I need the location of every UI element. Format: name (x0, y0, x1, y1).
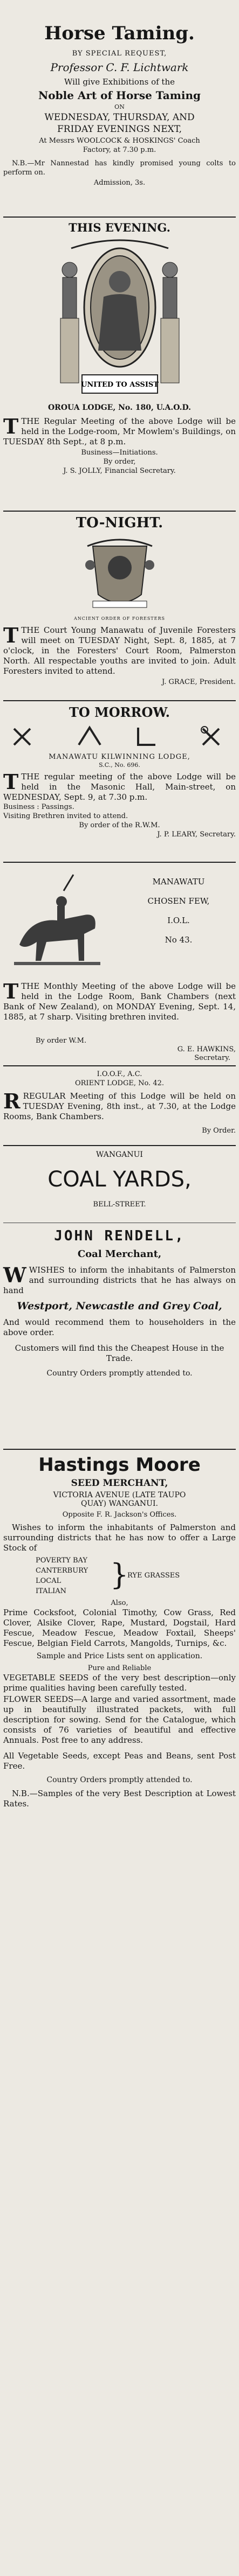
ad-line: Country Orders promptly attended to. (46, 1369, 193, 1378)
ad-line: S.C., No. 696. (99, 762, 140, 769)
masonic-symbols-icon (3, 723, 236, 750)
ad-line: ON (114, 103, 125, 110)
ad-line: Business : Passings. (3, 803, 74, 811)
ad-line: Pure and Reliable (87, 1664, 152, 1672)
ad-body: FLOWER SEEDS—A large and varied assortment, made up in beautifully illustrated packets, with full description for sowing. Send for the Catalogue, which consists of 76 varieties of beautiful and effective Annuals. Post free to any address. (3, 1694, 236, 1745)
ad-subtitle: BY SPECIAL REQUEST, (72, 50, 167, 58)
ad-line: By Order. (202, 1127, 236, 1135)
ad-line: WEDNESDAY, THURSDAY, AND (44, 112, 195, 123)
list-item: LOCAL (36, 1577, 62, 1585)
ad-line: Secretary. (194, 1054, 230, 1062)
signature: J. GRACE, President. (162, 678, 236, 686)
ad-body: TTHE Regular Meeting of the above Lodge will be held in the Lodge-room, Mr Mowlem's Buildings, on TUESDAY 8th Sept., at 8 p.m. (3, 414, 236, 446)
ad-title: Horse Taming. (44, 23, 195, 44)
ad-heading: THIS EVENING. (69, 221, 170, 234)
ad-body: TTHE Court Young Manawatu of Juvenile Foresters will meet on TUESDAY Night, Sept. 8, 1885, at 7 o'clock, in the Foresters' Court Room, Palmerston North. All respectable youths are invited to join. Adult Foresters invited to attend. (3, 623, 236, 676)
ad-line: FRIDAY EVENINGS NEXT, (57, 124, 182, 135)
ad-line: VICTORIA AVENUE (LATE TAUPO (53, 1491, 186, 1499)
signature: J. S. JOLLY, Financial Secretary. (63, 467, 176, 475)
coal-yards-ad (3, 1150, 236, 1209)
ad-line: BELL-STREET. (93, 1200, 146, 1209)
ad-line: CHOSEN FEW, (147, 896, 210, 906)
ad-body: TTHE regular meeting of the above Lodge will be held in the Masonic Hall, Main-street, on WEDNESDAY, Sept. 9, at 7.30 p.m. (3, 770, 236, 802)
ad-line: WANGANUI (96, 1150, 143, 1159)
ad-line: I.O.L. (167, 916, 190, 925)
ad-title: JOHN RENDELL, (54, 1228, 185, 1244)
ioof-ad (3, 1070, 236, 1135)
ad-subtitle: Coal Merchant, (77, 1248, 162, 1260)
foresters-ad (3, 515, 236, 687)
foresters-emblem-icon (77, 535, 163, 616)
masonic-ad (3, 704, 236, 839)
ad-subtitle: SEED MERCHANT, (71, 1478, 168, 1489)
ad-title: COAL YARDS, (47, 1167, 192, 1192)
druids-emblem-icon (50, 238, 190, 399)
oroua-lodge-ad (3, 221, 236, 476)
divider (3, 217, 236, 218)
list-item: CANTERBURY (36, 1567, 88, 1575)
emblem-banner-text: UNITED TO ASSIST (80, 381, 159, 389)
ad-body: WWISHES to inform the inhabitants of Palmerston and surrounding districts that he has always on hand (3, 1263, 236, 1295)
ad-body: N.B.—Samples of the very Best Description at Lowest Rates. (3, 1789, 236, 1809)
list-item: POVERTY BAY (36, 1556, 87, 1565)
ad-heading: TO MORROW. (69, 704, 170, 720)
divider (3, 1065, 236, 1066)
ad-line: At Messrs WOOLCOCK & HOSKINGS' Coach (39, 137, 200, 145)
ad-headline: Noble Art of Horse Taming (38, 89, 201, 102)
ad-line: Also, (111, 1599, 128, 1607)
ad-body: VEGETABLE SEEDS of the very best description—only prime qualities having been carefully tested. (3, 1673, 236, 1693)
horse-rider-icon (3, 869, 111, 977)
signature: J. P. LEARY, Secretary. (157, 830, 236, 839)
ad-body: Prime Cocksfoot, Colonial Timothy, Cow Grass, Red Clover, Alsike Clover, Rape, Mustard, Dogstail, Hard Fescue, Meadow Fescue, Meadow Foxtail, Sheeps' Fescue, Belgian Field Carrots, Mangolds, Turnips, &c. (3, 1608, 236, 1648)
ad-line: Country Orders promptly attended to. (46, 1776, 193, 1784)
horse-taming-ad (3, 23, 236, 187)
rendell-ad (3, 1228, 236, 1378)
ad-body: And would recommend them to householders in the above order. (3, 1317, 236, 1337)
lodge-name: MANAWATU KILWINNING LODGE, (49, 753, 190, 761)
ad-line: QUAY) WANGANUI. (81, 1499, 158, 1508)
ad-line: I.O.O.F., A.C. (97, 1070, 142, 1078)
grass-types (36, 1555, 88, 1596)
ad-line: Opposite F. R. Jackson's Offices. (62, 1511, 177, 1519)
ad-line: Business—Initiations. (81, 449, 158, 457)
ad-line: Visiting Brethren invited to attend. (3, 812, 128, 820)
divider (3, 511, 236, 512)
ad-line: Factory, at 7.30 p.m. (83, 146, 156, 154)
list-item: ITALIAN (36, 1587, 67, 1595)
ad-line: MANAWATU (152, 877, 205, 886)
ad-body: RREGULAR Meeting of this Lodge will be held on TUESDAY Evening, 8th inst., at 7.30, at the Lodge Rooms, Bank Chambers. (3, 1089, 236, 1121)
ad-body: Customers will find this the Cheapest House in the Trade. (15, 1343, 224, 1363)
lodge-name: ORIENT LODGE, No. 42. (74, 1079, 164, 1087)
ad-body: All Vegetable Seeds, except Peas and Beans, sent Post Free. (3, 1751, 236, 1771)
ad-line: Will give Exhibitions of the (64, 77, 175, 87)
ad-title: Hastings Moore (38, 1454, 201, 1476)
professor-name: Professor C. F. Lichtwark (50, 61, 189, 74)
ad-line: By order of the R.W.M. (79, 821, 160, 829)
ad-body: Wishes to inform the inhabitants of Palmerston and surrounding districts that he has now to offer a Large Stock of (3, 1523, 236, 1553)
divider (3, 700, 236, 701)
ad-headline: Westport, Newcastle and Grey Coal, (17, 1300, 222, 1312)
ad-note: N.B.—Mr Nannestad has kindly promised young colts to perform on. (3, 159, 236, 177)
ad-line: No 43. (165, 935, 193, 945)
signature: G. E. HAWKINS, (177, 1045, 236, 1053)
ad-line: Sample and Price Lists sent on application. (36, 1652, 203, 1660)
brace-icon: } (110, 1558, 129, 1591)
divider (3, 1449, 236, 1450)
ad-heading: TO-NIGHT. (76, 515, 163, 531)
lodge-header-block (127, 877, 230, 945)
emblem-caption: ANCIENT ORDER OF FORESTERS (74, 616, 165, 621)
divider (3, 862, 236, 863)
ad-line: By order, (103, 458, 136, 466)
divider (3, 1145, 236, 1146)
grasses-list (3, 1555, 236, 1598)
ad-body: TTHE Monthly Meeting of the above Lodge will be held in the Lodge Room, Bank Chambers (next Bank of New Zealand), on MONDAY Evening, Sept. 14, 1885, at 7 sharp. Visiting brethren invited. (3, 979, 236, 1022)
hastings-moore-ad (3, 1454, 236, 1809)
ad-line: By order W.M. (36, 1037, 87, 1045)
ad-line: RYE GRASSES (127, 1572, 180, 1580)
ad-line: Admission, 3s. (93, 179, 146, 187)
lodge-name: OROUA LODGE, No. 180, U.A.O.D. (47, 403, 191, 412)
